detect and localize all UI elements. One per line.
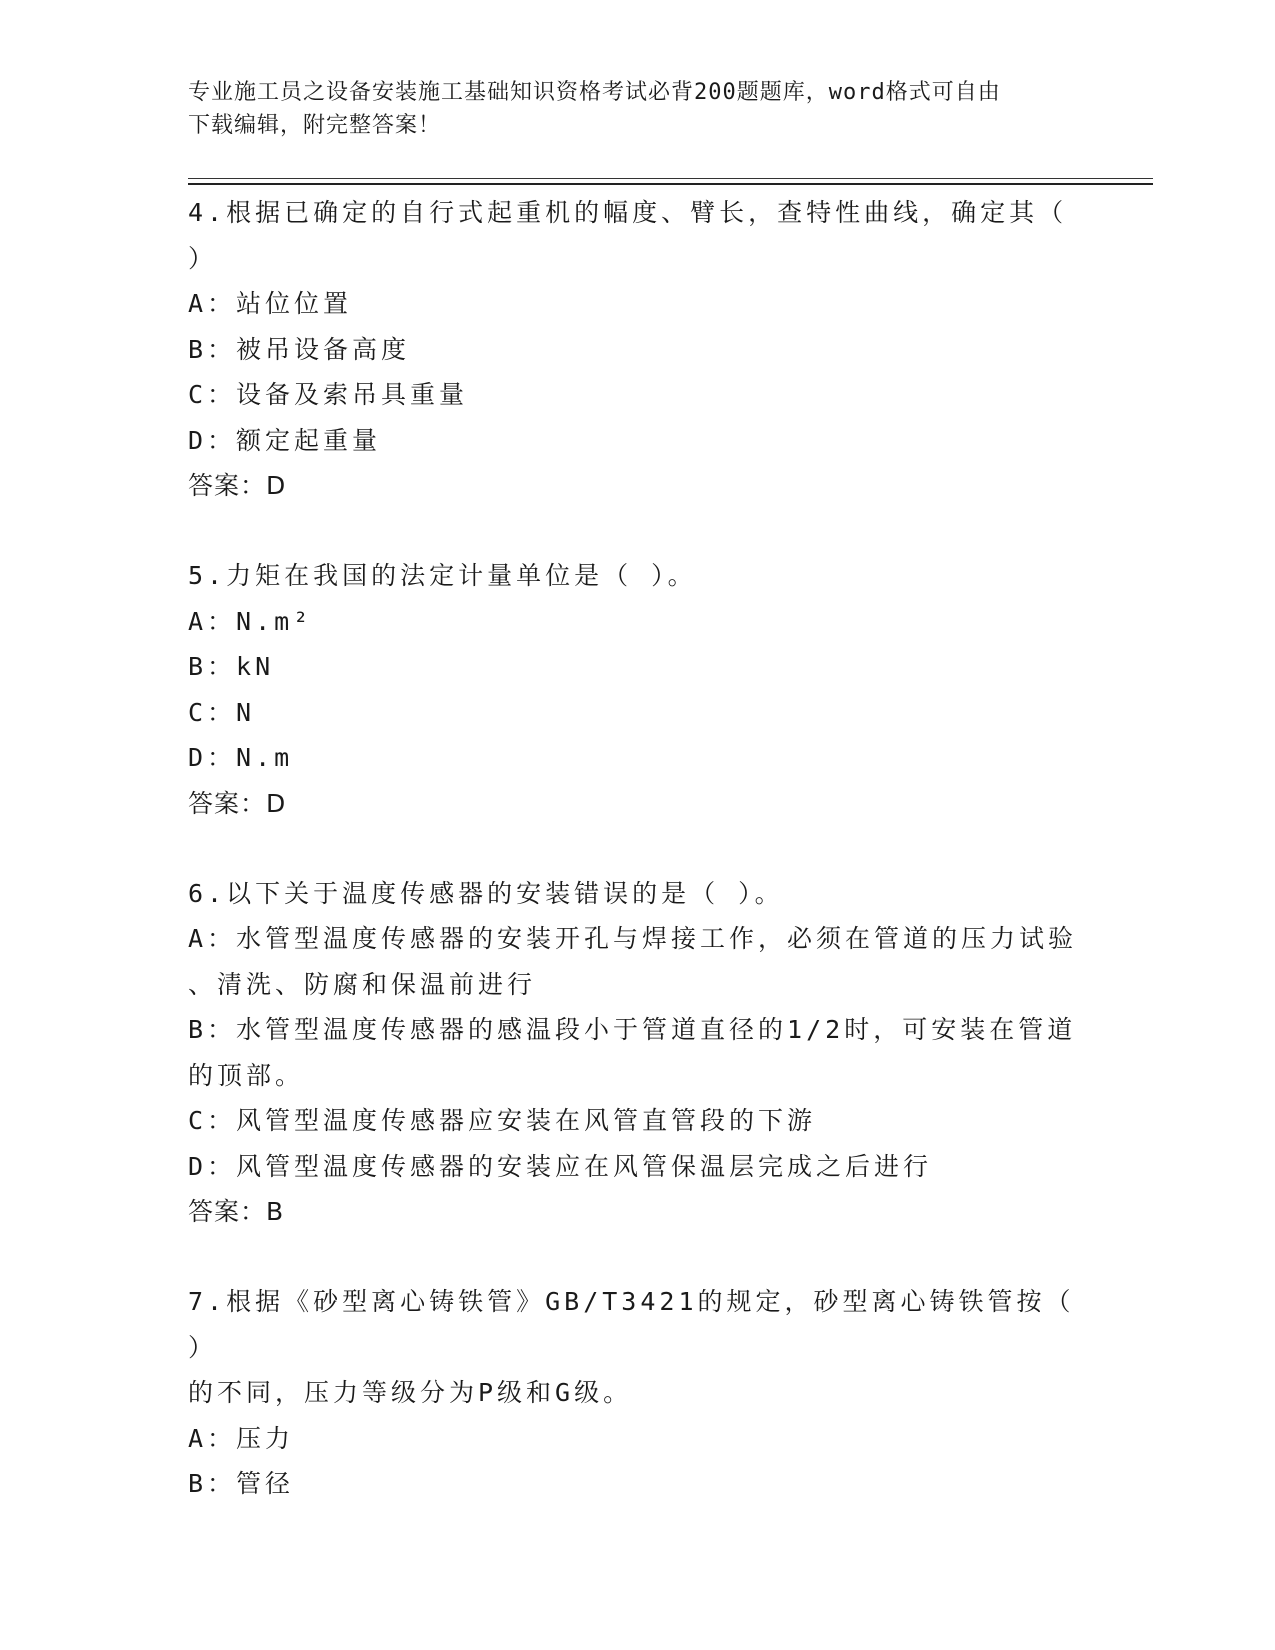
option-line: A：N.m² bbox=[188, 606, 313, 636]
option-line: D：风管型温度传感器的安装应在风管保温层完成之后进行 bbox=[188, 1151, 933, 1181]
option-line: D：N.m bbox=[188, 743, 294, 772]
question-stem-line: 7.根据《砂型离心铸铁管》GB/T3421的规定，砂型离心铸铁管按（ ） bbox=[188, 1287, 1094, 1362]
option-line: B：管径 bbox=[188, 1469, 295, 1498]
document-header bbox=[188, 76, 1068, 142]
question-block bbox=[188, 871, 1088, 1236]
option-line: A：压力 bbox=[188, 1423, 295, 1453]
answer-text: 答案：B bbox=[188, 1197, 285, 1226]
question-stem-line: 6.以下关于温度传感器的安装错误的是（ ）。 bbox=[188, 878, 784, 908]
option-line: 的顶部。 bbox=[188, 1060, 305, 1090]
question-list bbox=[188, 190, 1094, 1551]
option-line: D：额定起重量 bbox=[188, 425, 382, 455]
header-divider-thin bbox=[188, 178, 1153, 179]
answer-text: 答案：D bbox=[188, 471, 287, 500]
question-stem-line: ） bbox=[188, 243, 218, 273]
option-line: B：kN bbox=[188, 652, 275, 681]
option-line: B：水管型温度传感器的感温段小于管道直径的1/2时，可安装在管道 bbox=[188, 1015, 1077, 1044]
question-stem-line: 5.力矩在我国的法定计量单位是（ ）。 bbox=[188, 561, 697, 590]
answer-text: 答案：D bbox=[188, 788, 287, 818]
question-stem-line: 4.根据已确定的自行式起重机的幅度、臂长，查特性曲线，确定其（ bbox=[188, 198, 1068, 227]
option-line: C：N bbox=[188, 697, 256, 727]
question-stem-line: 的不同，压力等级分为P级和G级。 bbox=[188, 1378, 633, 1407]
question-block bbox=[188, 190, 1088, 509]
option-line: B：被吊设备高度 bbox=[188, 334, 411, 364]
option-line: C：风管型温度传感器应安装在风管直管段的下游 bbox=[188, 1106, 817, 1135]
option-line: 、清洗、防腐和保温前进行 bbox=[188, 969, 537, 999]
question-block bbox=[188, 1279, 1094, 1507]
header-divider-thick bbox=[188, 183, 1153, 185]
header-line-1: 专业施工员之设备安装施工基础知识资格考试必背200题题库，word格式可自由 bbox=[188, 80, 1001, 105]
header-line-2: 下载编辑，附完整答案！ bbox=[188, 113, 442, 138]
question-block bbox=[188, 553, 1088, 827]
option-line: A：水管型温度传感器的安装开孔与焊接工作，必须在管道的压力试验 bbox=[188, 924, 1078, 953]
option-line: A：站位位置 bbox=[188, 289, 353, 318]
option-line: C：设备及索吊具重量 bbox=[188, 380, 469, 409]
